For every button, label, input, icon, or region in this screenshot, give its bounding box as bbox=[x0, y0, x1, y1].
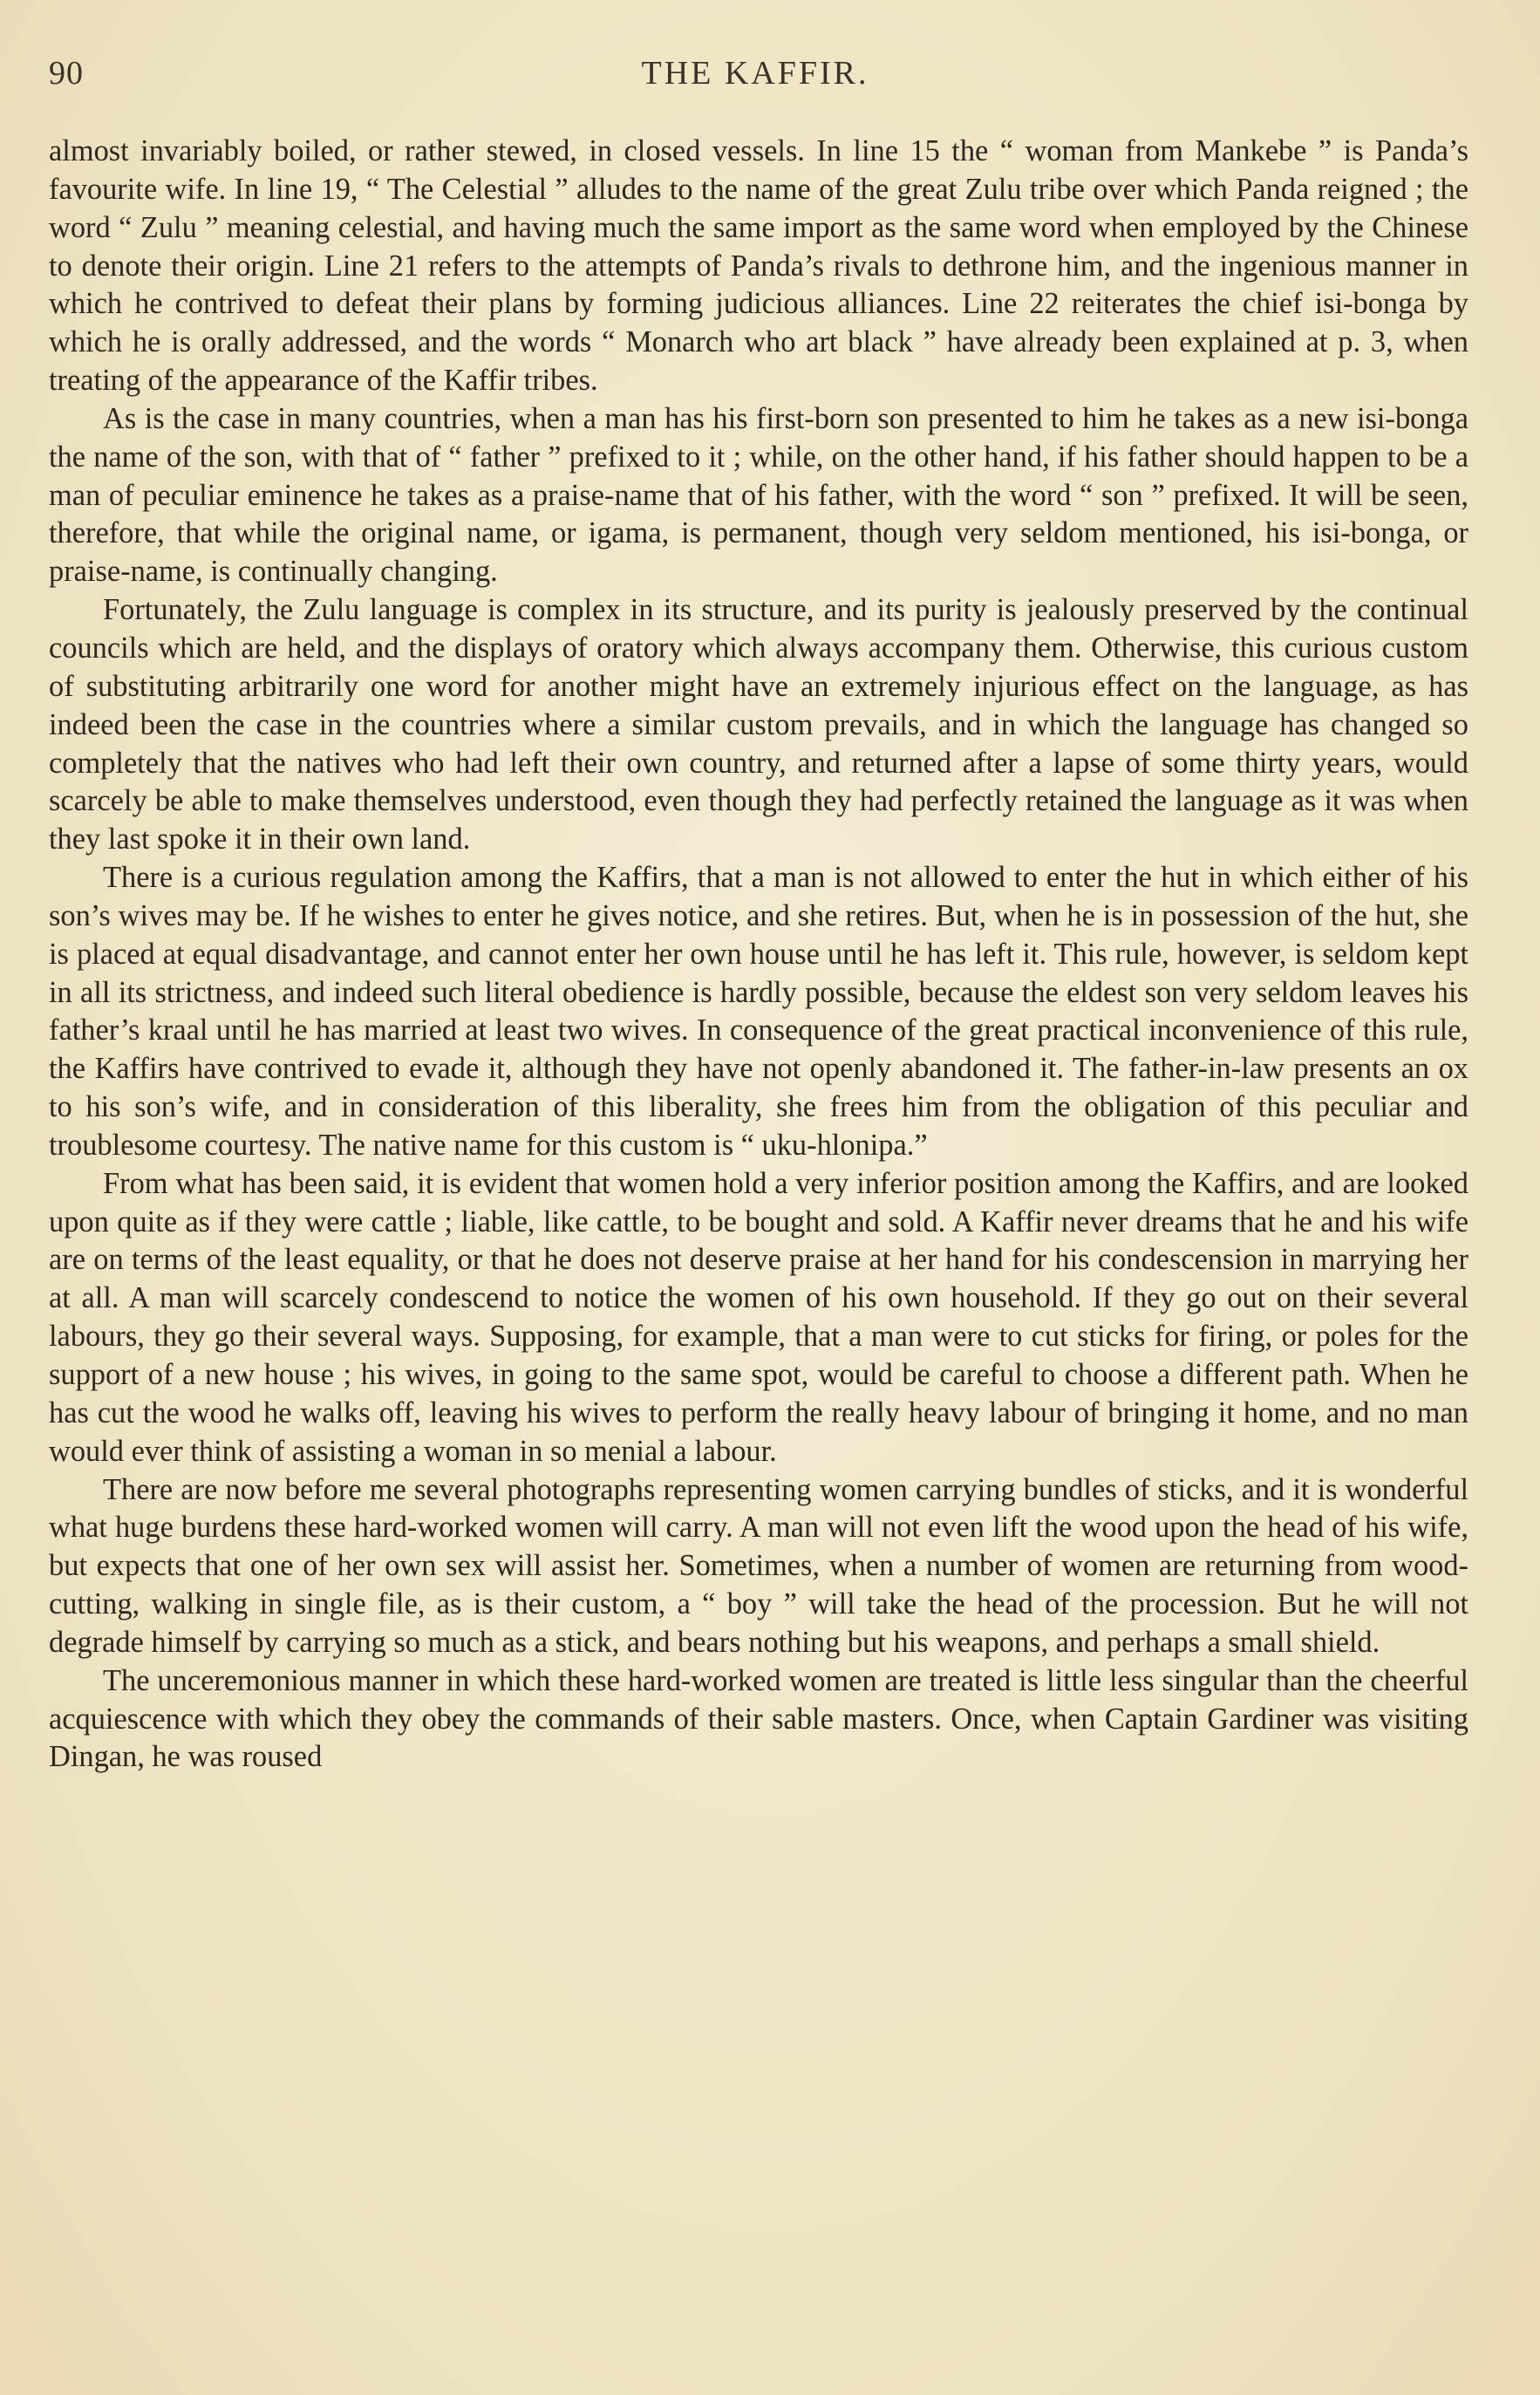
paragraph: There is a curious regulation among the Kaffirs, that a man is not allowed to enter the hut in which either of his son’s wives may be. If he wishes to enter he gives notice, and she retires. But, when he is in possession of the hut, she is placed at equal disadvantage, and cannot enter her own house until he has left it. This rule, however, is seldom kept in all its strictness, and indeed such literal obedience is hardly possible, because the eldest son very seldom leaves his father’s kraal until he has married at least two wives. In consequence of the great practical inconvenience of this rule, the Kaffirs have contrived to evade it, although they have not openly abandoned it. The father-in-law presents an ox to his son’s wife, and in consideration of this liberality, she frees him from the obligation of this peculiar and troublesome courtesy. The native name for this custom is “ uku-hlonipa.” bbox=[49, 861, 1468, 1162]
paragraph: There are now before me several photographs representing women carrying bundles of sticks, and it is wonderful what huge burdens these hard-worked women will carry. A man will not even lift the wood upon the head of his wife, but expects that one of her own sex will assist her. Sometimes, when a number of women are returning from wood-cutting, walking in single file, as is their custom, a “ boy ” will take the head of the procession. But he will not degrade himself by carrying so much as a stick, and bears nothing but his weapons, and perhaps a small shield. bbox=[49, 1472, 1468, 1659]
paragraph: almost invariably boiled, or rather stewed, in closed vessels. In line 15 the “ woman from Mankebe ” is Panda’s favourite wife. In line 19, “ The Celestial ” alludes to the name of the great Zulu tribe over which Panda reigned ; the word “ Zulu ” meaning celestial, and having much the same import as the same word when employed by the Chinese to denote their origin. Line 21 refers to the attempts of Panda’s rivals to dethrone him, and the ingenious manner in which he contrived to defeat their plans by forming judicious alliances. Line 22 reiterates the chief isi-bonga by which he is orally addressed, and the words “ Monarch who art black ” have already been explained at p. 3, when treating of the appearance of the Kaffir tribes. bbox=[49, 134, 1468, 398]
running-title: THE KAFFIR. bbox=[641, 55, 869, 92]
paragraph: Fortunately, the Zulu language is complex in its structure, and its purity is jealously preserved by the continual councils which are held, and the displays of oratory which always accompany them. Otherwise, this curious custom of substituting arbitrarily one word for another might have an extremely injurious effect on the language, as has indeed been the case in the countries where a similar custom prevails, and in which the language has changed so completely that the natives who had left their own country, and returned after a lapse of some thirty years, would scarcely be able to make themselves understood, even though they had perfectly retained the language as it was when they last spoke it in their own land. bbox=[49, 593, 1468, 856]
body-text bbox=[49, 133, 1468, 1777]
paragraph: From what has been said, it is evident that women hold a very inferior position among the Kaffirs, and are looked upon quite as if they were cattle ; liable, like cattle, to be bought and sold. A Kaffir never dreams that he and his wife are on terms of the least equality, or that he does not deserve praise at her hand for his condescension in marrying her at all. A man will scarcely condescend to notice the women of his own household. If they go out on their several labours, they go their several ways. Supposing, for example, that a man were to cut sticks for firing, or poles for the support of a new house ; his wives, in going to the same spot, would be careful to choose a different path. When he has cut the wood he walks off, leaving his wives to perform the really heavy labour of bringing it home, and no man would ever think of assisting a woman in so menial a labour. bbox=[49, 1166, 1468, 1468]
page-number: 90 bbox=[49, 55, 84, 92]
paragraph: The unceremonious manner in which these hard-worked women are treated is little less singular than the cheerful acquiescence with which they obey the commands of their sable masters. Once, when Captain Gardiner was visiting Dingan, he was roused bbox=[49, 1663, 1468, 1774]
page-header bbox=[49, 54, 1462, 103]
paragraph: As is the case in many countries, when a man has his first-born son presented to him he takes as a new isi-bonga the name of the son, with that of “ father ” prefixed to it ; while, on the other hand, if his father should happen to be a man of peculiar eminence he takes as a praise-name that of his father, with the word “ son ” prefixed. It will be seen, therefore, that while the original name, or igama, is permanent, though very seldom mentioned, his isi-bonga, or praise-name, is continually changing. bbox=[49, 401, 1468, 589]
